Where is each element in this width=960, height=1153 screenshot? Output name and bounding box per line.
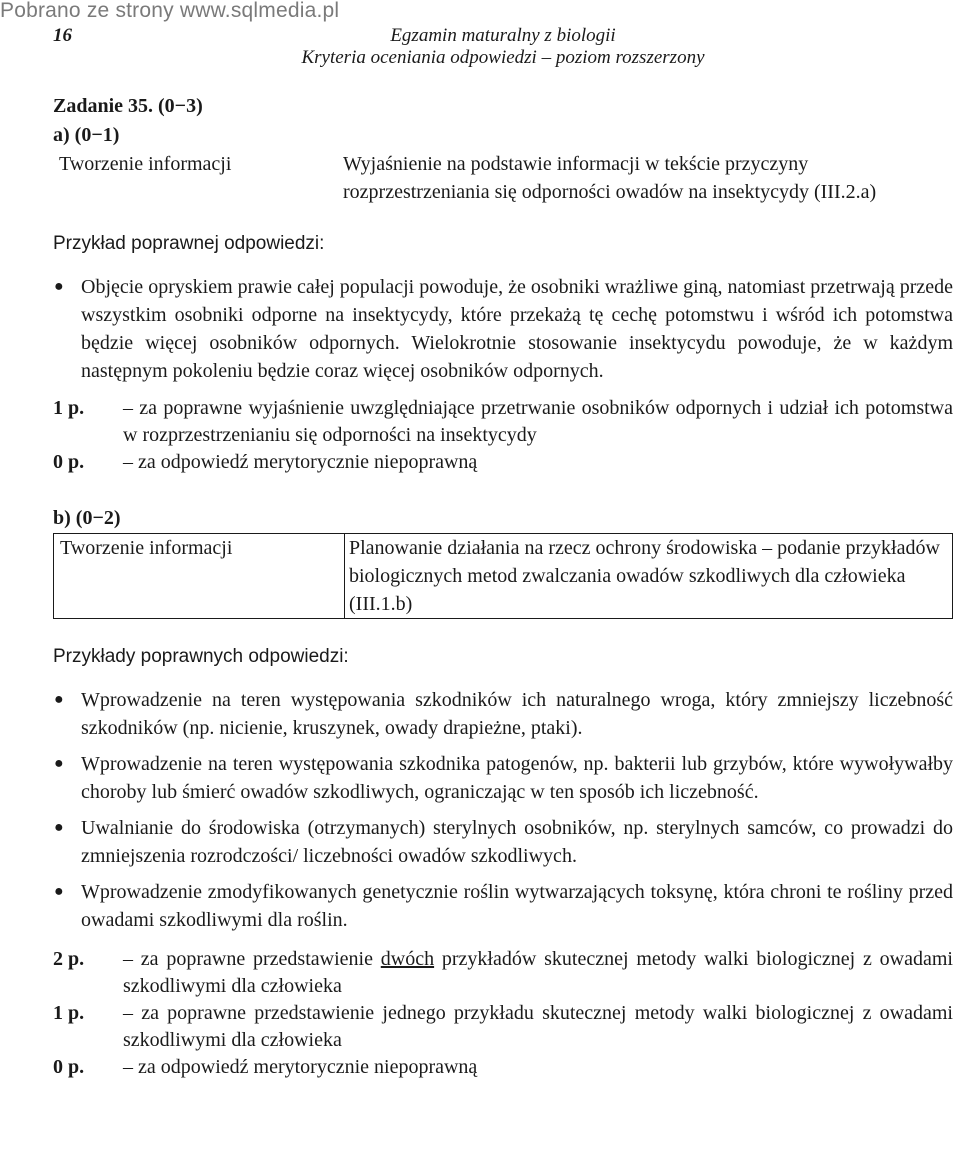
page-number: 16 <box>53 25 72 46</box>
bullet-icon: ● <box>54 755 64 772</box>
task-content <box>53 92 953 1081</box>
part-a-label: a) (0−1) <box>53 124 120 146</box>
bullet-icon: ● <box>54 819 64 836</box>
score-row <box>53 449 953 476</box>
answer-text: Wprowadzenie na teren występowania szkodnika patogenów, np. bakterii lub grzybów, które wywoływałby choroby lub śmierć owadów szkodliwych, ograniczając w ten sposób ich liczebność. <box>81 753 953 803</box>
part-a-requirement: Wyjaśnienie na podstawie informacji w tekście przyczyny rozprzestrzeniania się odporności owadów na insektycydy (III.2.a) <box>343 153 877 203</box>
list-item <box>53 686 953 742</box>
exam-title: Egzamin maturalny z biologii <box>390 25 616 46</box>
score-row <box>53 946 953 1000</box>
score-row <box>53 1054 953 1081</box>
score-description: – za odpowiedź merytorycznie niepoprawną <box>123 451 478 473</box>
part-b-scoring <box>53 946 953 1081</box>
score-description: – za odpowiedź merytorycznie niepoprawną <box>123 1056 478 1078</box>
page-header <box>0 25 960 69</box>
source-watermark: Pobrano ze strony www.sqlmedia.pl <box>0 0 340 22</box>
score-row <box>53 395 953 449</box>
score-points: 1 p. <box>53 397 85 419</box>
part-a-skill-table <box>53 150 953 206</box>
score-row <box>53 1000 953 1054</box>
answer-text: Wprowadzenie zmodyfikowanych genetycznie roślin wytwarzających toksynę, która chroni te rośliny przed owadami szkodliwymi dla roślin. <box>81 881 953 931</box>
answer-text: Objęcie opryskiem prawie całej populacji powoduje, że osobniki wrażliwe giną, natomiast przetrwają przede wszystkim osobniki odporne na insektycydy, które przekażą tę cechę potomstwu i wśród ich potomstwa będzie więcej osobników odpornych. Wielokrotnie stosowanie insektycydu powoduje, że w każdym następnym pokoleniu będzie coraz więcej osobników odpornych. <box>81 276 953 382</box>
score-description <box>123 946 953 1000</box>
score-description: – za poprawne przedstawienie jednego przykładu skutecznej metody walki biologicznej z owadami szkodliwymi dla człowieka <box>123 1002 953 1051</box>
bullet-icon: ● <box>54 278 64 295</box>
exam-subtitle: Kryteria oceniania odpowiedzi – poziom rozszerzony <box>301 47 705 68</box>
part-a-answers <box>53 273 953 385</box>
score-points: 0 p. <box>53 451 85 473</box>
part-a-scoring <box>53 395 953 476</box>
list-item <box>53 814 953 870</box>
part-b-skill-table <box>53 533 953 619</box>
score-description: – za poprawne wyjaśnienie uwzględniające przetrwanie osobników odpornych i udział ich potomstwa w rozprzestrzenianiu się odporności na insektycydy <box>123 397 953 446</box>
score-text-after: przykładów skutecznej metody walki biologicznej z owadami szkodliwymi dla człowieka <box>123 948 953 997</box>
part-a-example-label: Przykład poprawnej odpowiedzi: <box>53 233 325 254</box>
part-b-label: b) (0−2) <box>53 507 121 529</box>
score-points: 0 p. <box>53 1056 85 1078</box>
task-title: Zadanie 35. (0−3) <box>53 95 203 117</box>
part-b-skill: Tworzenie informacji <box>54 534 345 619</box>
list-item <box>53 878 953 934</box>
part-b-example-label: Przykłady poprawnych odpowiedzi: <box>53 646 349 667</box>
list-item <box>53 273 953 385</box>
answer-text: Uwalnianie do środowiska (otrzymanych) sterylnych osobników, np. sterylnych samców, co prowadzi do zmniejszenia rozrodczości/ liczebności owadów szkodliwych. <box>81 817 953 867</box>
answer-text: Wprowadzenie na teren występowania szkodników ich naturalnego wroga, który zmniejszy liczebność szkodników (np. nicienie, kruszynek, owady drapieżne, ptaki). <box>81 689 953 739</box>
list-item <box>53 750 953 806</box>
part-b-answers <box>53 686 953 934</box>
score-points: 1 p. <box>53 1002 85 1024</box>
bullet-icon: ● <box>54 691 64 708</box>
score-text-before: – za poprawne przedstawienie <box>123 948 381 970</box>
part-b-requirement: Planowanie działania na rzecz ochrony środowiska – podanie przykładów biologicznych metod zwalczania owadów szkodliwych dla człowieka (III.1.b) <box>345 534 953 619</box>
score-text-emphasis: dwóch <box>380 948 435 970</box>
bullet-icon: ● <box>54 883 64 900</box>
score-points: 2 p. <box>53 948 85 970</box>
part-a-skill: Tworzenie informacji <box>59 153 232 175</box>
